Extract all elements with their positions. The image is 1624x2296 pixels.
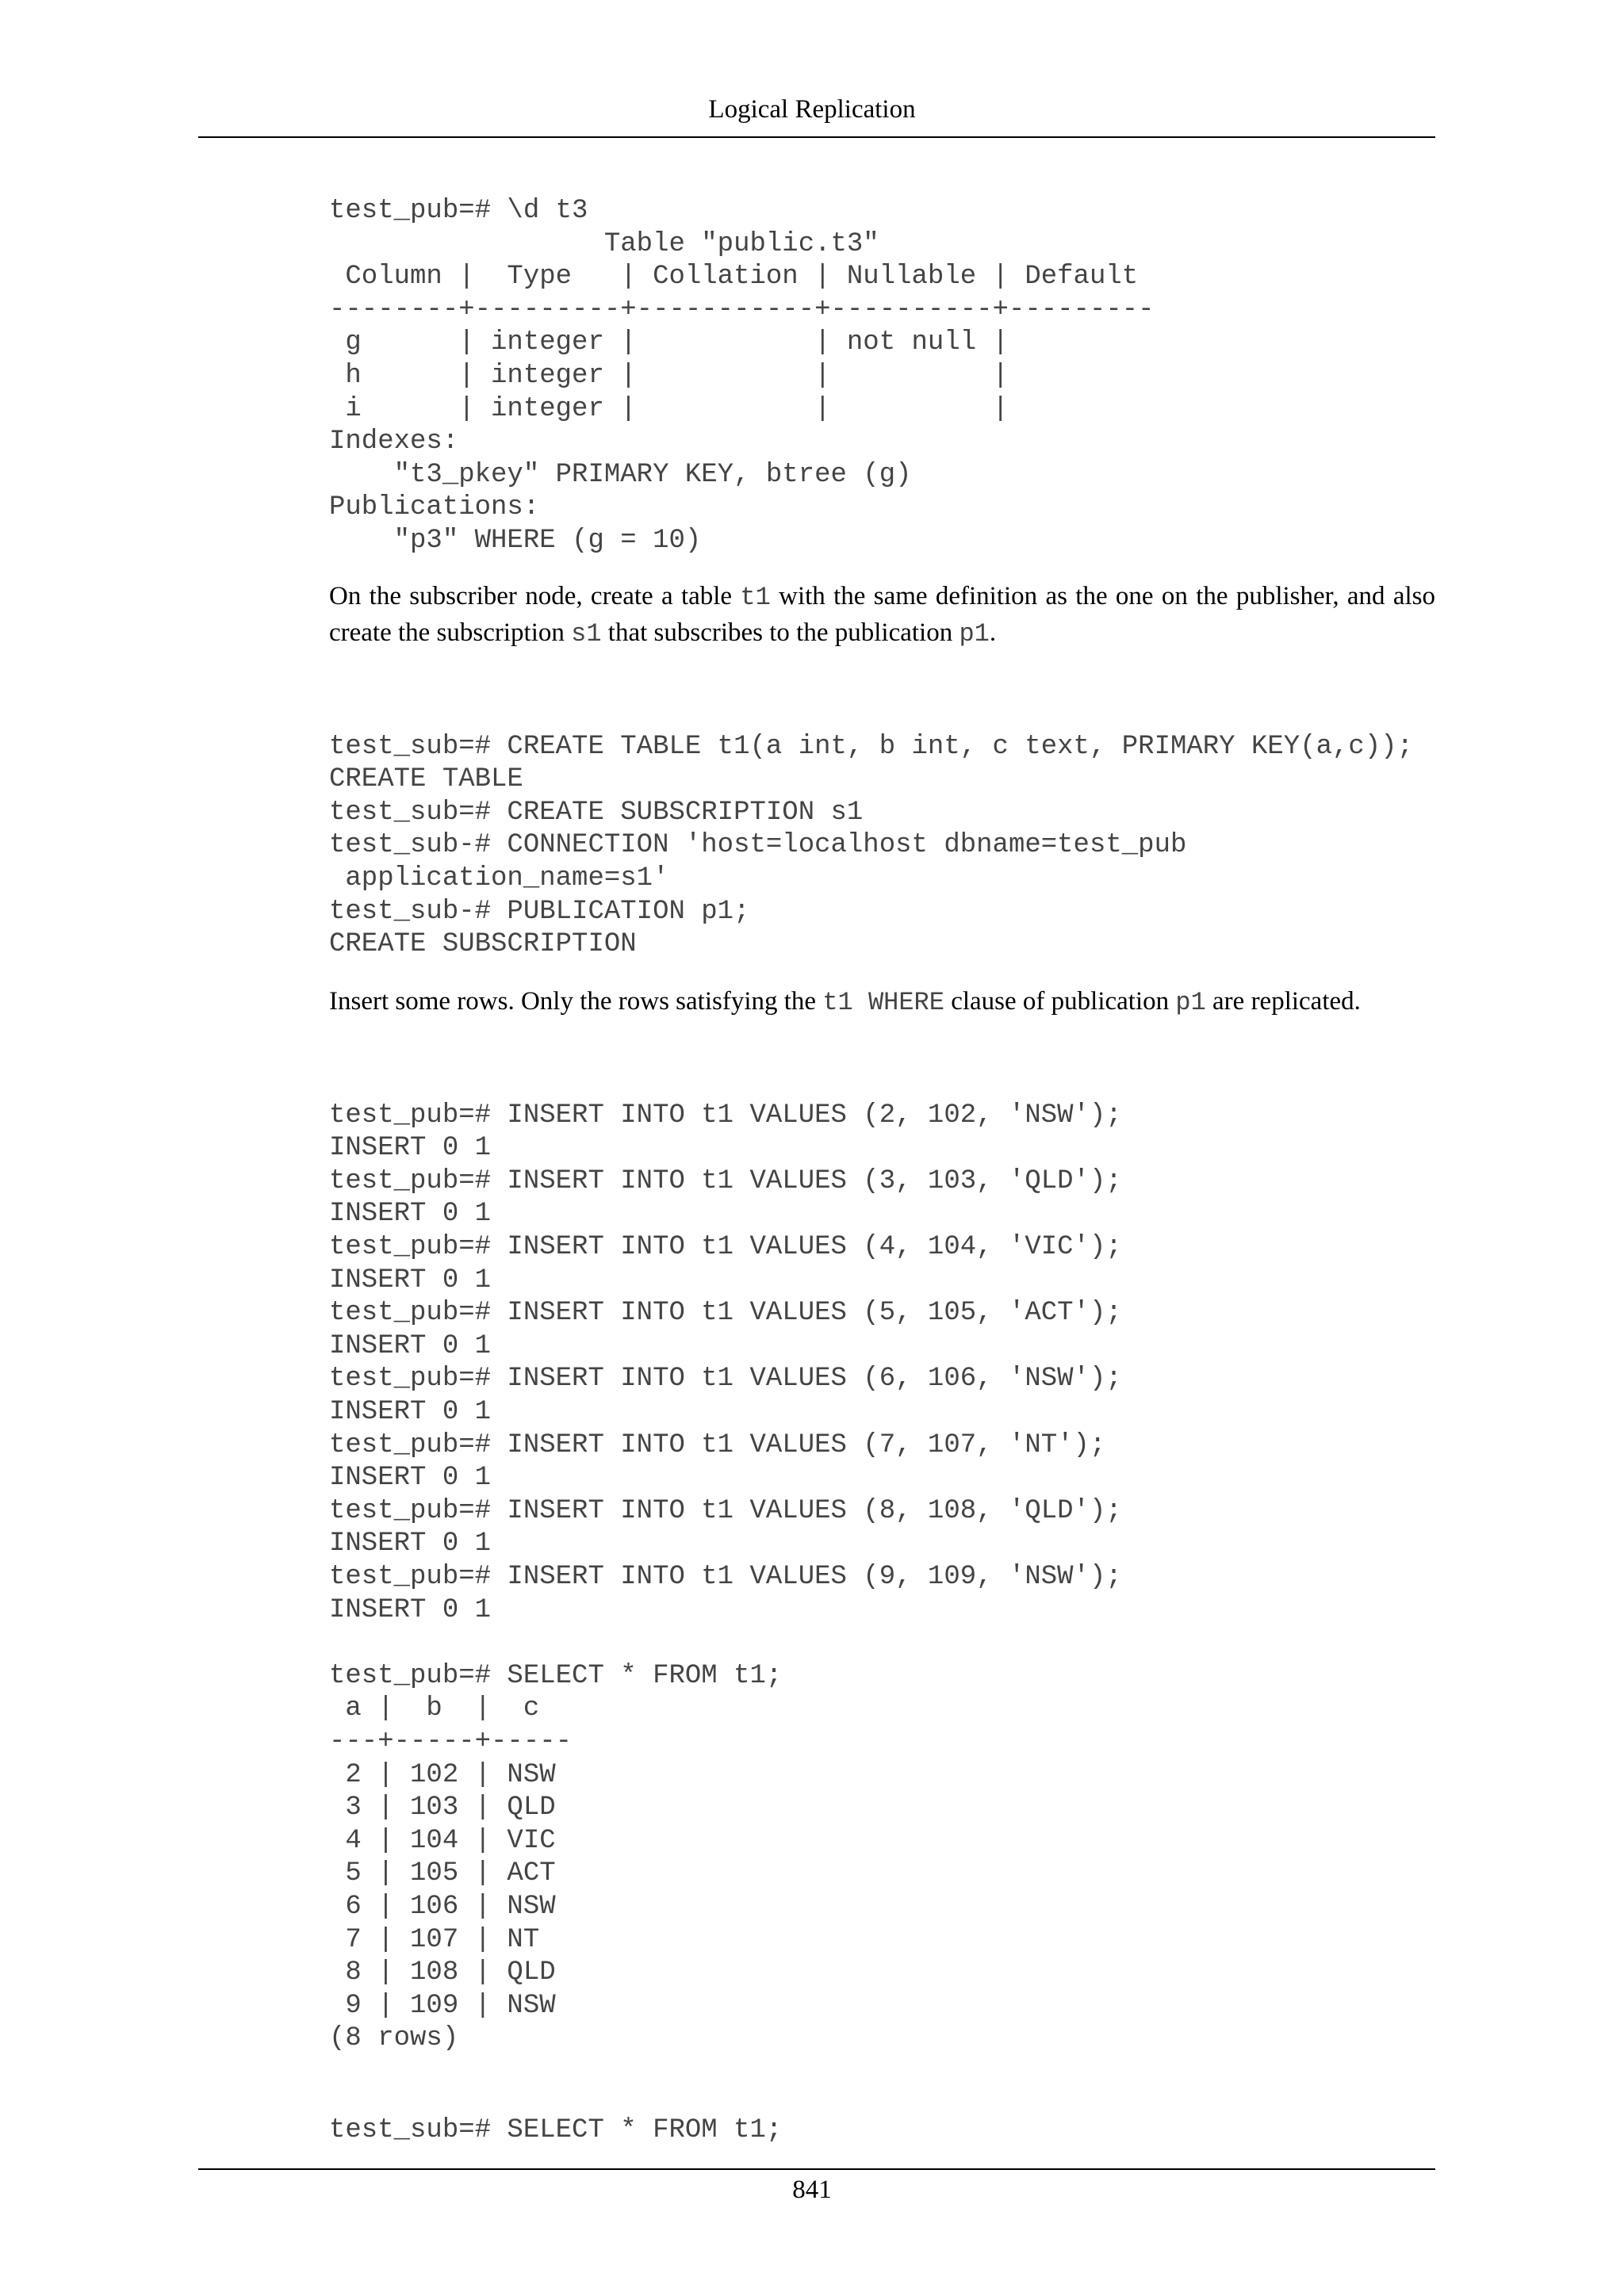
code-block-describe-t3: test_pub=# \d t3 Table "public.t3" Column | Type | Collation | Nullable | Default --------+---------+-----------+----------+--------- g | integer | | not null | h | integer | | | i | integer | | | Indexes: "t3_pkey" PRIMARY KEY, btree (g) Publications: "p3" WHERE (g = 10) [329,196,1155,556]
running-header: Logical Replication [708,95,916,124]
header-rule [198,136,1435,138]
code-block-select-publisher: test_pub=# SELECT * FROM t1; a | b | c ---+-----+----- 2 | 102 | NSW 3 | 103 | QLD 4 | 104 | VIC 5 | 105 | ACT 6 | 106 | NSW 7 | 107 | NT 8 | 108 | QLD 9 | 109 | NSW (8 rows) [329,1660,783,2054]
code-block-select-subscriber: test_sub=# SELECT * FROM t1; [329,2114,783,2145]
inline-code-p1: p1 [959,618,990,649]
inline-code-t1-where: t1 WHERE [822,987,944,1017]
page-body [329,195,1435,2148]
paragraph-insert-rows: Insert some rows. Only the rows satisfying the t1 WHERE clause of publication p1 are replicated. [329,986,1361,1017]
code-block-inserts: test_pub=# INSERT INTO t1 VALUES (2, 102, 'NSW'); INSERT 0 1 test_pub=# INSERT INTO t1 VALUES (3, 103, 'QLD'); INSERT 0 1 test_pub=# INSERT INTO t1 VALUES (4, 104, 'VIC'); INSERT 0 1 test_pub=# INSERT INTO t1 VALUES (5, 105, 'ACT'); INSERT 0 1 test_pub=# INSERT INTO t1 VALUES (6, 106, 'NSW'); INSERT 0 1 test_pub=# INSERT INTO t1 VALUES (7, 107, 'NT'); INSERT 0 1 test_pub=# INSERT INTO t1 VALUES (8, 108, 'QLD'); INSERT 0 1 test_pub=# INSERT INTO t1 VALUES (9, 109, 'NSW'); INSERT 0 1 [329,1100,1122,1625]
inline-code-t1: t1 [740,582,771,612]
page-number: 841 [792,2175,832,2204]
paragraph-subscriber-setup: On the subscriber node, create a table t1 with the same definition as the one on the publisher, and also create the subscription s1 that subscribes to the publication p1. [329,581,1435,649]
code-block-subscriber-setup: test_sub=# CREATE TABLE t1(a int, b int, c text, PRIMARY KEY(a,c)); CREATE TABLE test_sub=# CREATE SUBSCRIPTION s1 test_sub-# CONNECTION 'host=localhost dbname=test_pub application_name=s1' test_sub-# PUBLICATION p1; CREATE SUBSCRIPTION [329,731,1414,960]
inline-code-p1: p1 [1175,987,1206,1017]
inline-code-s1: s1 [571,618,602,649]
footer-rule [198,2168,1435,2170]
